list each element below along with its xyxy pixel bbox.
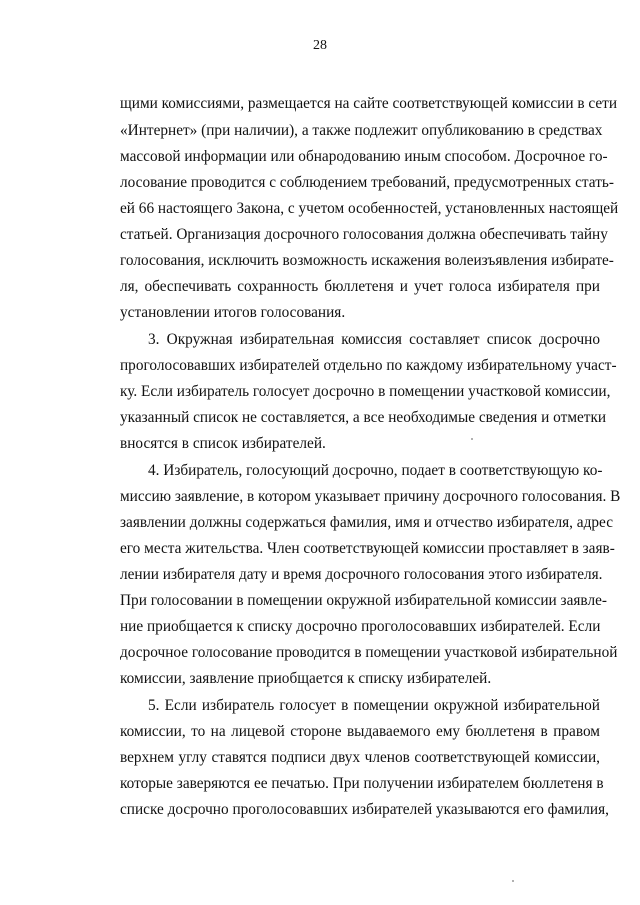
text-line: заявлении должны содержаться фамилия, имя и отчество избирателя, адрес — [120, 514, 613, 531]
scan-speck — [512, 880, 514, 882]
text-line: которые заверяются ее печатью. При получении избирателем бюллетеня в — [120, 775, 604, 792]
text-line: проголосовавших избирателей отдельно по каждому избирательному участ- — [120, 357, 617, 374]
text-line: При голосовании в помещении окружной избирательной комиссии заявле- — [120, 592, 607, 609]
text-line: массовой информации или обнародованию иным способом. Досрочное го- — [120, 148, 608, 165]
text-line: комиссии, то на лицевой стороне выдаваемого ему бюллетеня в правом — [120, 723, 600, 740]
page-number: 28 — [313, 38, 327, 53]
text-line: «Интернет» (при наличии), а также подлежит опубликованию в средствах — [120, 122, 603, 139]
text-line: установлении итогов голосования. — [120, 304, 346, 321]
text-line: статьей. Организация досрочного голосования должна обеспечивать тайну — [120, 226, 608, 243]
text-line: вносятся в список избирателей. — [120, 435, 326, 452]
text-line: лении избирателя дату и время досрочного голосования этого избирателя. — [120, 566, 603, 583]
paragraph-start-line: 4. Избиратель, голосующий досрочно, подает в соответствующую ко- — [148, 462, 603, 479]
text-line: щими комиссиями, размещается на сайте соответствующей комиссии в сети — [120, 95, 618, 112]
text-line: ку. Если избиратель голосует досрочно в помещении участковой комиссии, — [120, 383, 611, 400]
text-line: голосования, исключить возможность искажения волеизъявления избирате- — [120, 252, 614, 269]
text-line: указанный список не составляется, а все необходимые сведения и отметки — [120, 409, 607, 426]
scan-speck — [471, 438, 473, 440]
text-line: ля, обеспечивать сохранность бюллетеня и учет голоса избирателя при — [120, 278, 600, 295]
text-line: списке досрочно проголосовавших избирателей указываются его фамилия, — [120, 801, 609, 818]
text-line: лосование проводится с соблюдением требований, предусмотренных стать- — [120, 174, 614, 191]
paragraph-start-line: 5. Если избиратель голосует в помещении окружной избирательной — [148, 697, 600, 714]
text-line: досрочное голосование проводится в помещении участковой избирательной — [120, 644, 618, 661]
text-line: комиссии, заявление приобщается к списку избирателей. — [120, 670, 492, 687]
text-line: ние приобщается к списку досрочно проголосовавших избирателей. Если — [120, 618, 601, 635]
text-line: миссию заявление, в котором указывает причину досрочного голосования. В — [120, 488, 621, 505]
text-line: его места жительства. Член соответствующей комиссии проставляет в заяв- — [120, 540, 615, 557]
text-line: верхнем углу ставятся подписи двух членов соответствующей комиссии, — [120, 749, 600, 766]
paragraph-start-line: 3. Окружная избирательная комиссия составляет список досрочно — [148, 331, 600, 348]
text-line: ей 66 настоящего Закона, с учетом особенностей, установленных настоящей — [120, 200, 619, 217]
